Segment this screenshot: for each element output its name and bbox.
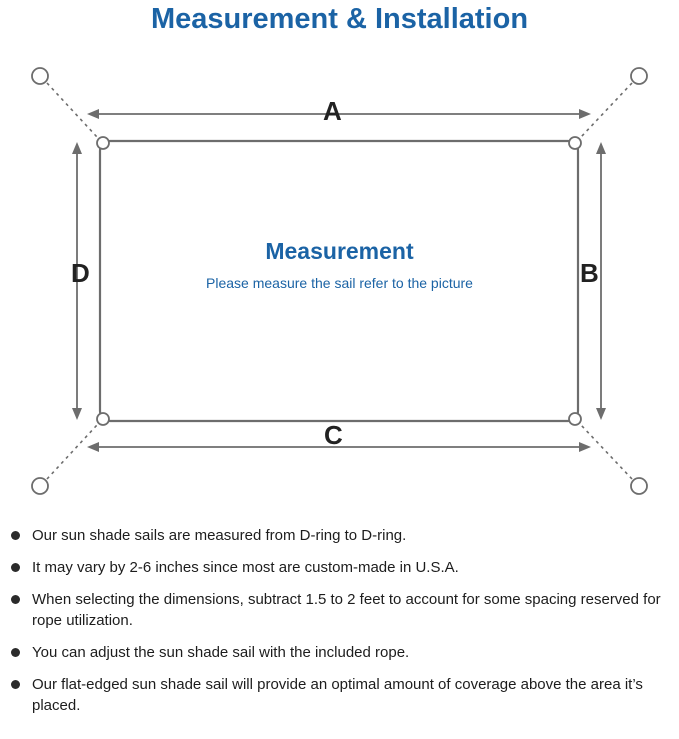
list-item <box>0 589 679 631</box>
note-text: Our flat-edged sun shade sail will provide an optimal amount of coverage above the area it’s placed. <box>32 676 643 714</box>
rope-top-left <box>47 83 97 137</box>
bullet-icon <box>11 648 20 657</box>
arrowhead-c-left <box>87 442 99 452</box>
list-item <box>0 642 679 663</box>
arrowhead-a-right <box>579 109 591 119</box>
bullet-icon <box>11 531 20 540</box>
rope-top-right <box>581 83 632 137</box>
d-ring-bottom-right <box>569 413 581 425</box>
arrowhead-b-bottom <box>596 408 606 420</box>
anchor-point-top-left <box>32 68 48 84</box>
bullet-icon <box>11 595 20 604</box>
list-item <box>0 557 679 578</box>
measurement-subtext: Please measure the sail refer to the picture <box>206 275 473 291</box>
anchor-point-top-right <box>631 68 647 84</box>
note-text: When selecting the dimensions, subtract 1.5 to 2 feet to account for some spacing reserved for rope utilization. <box>32 591 661 629</box>
dimension-label-a: A <box>323 96 342 126</box>
arrowhead-c-right <box>579 442 591 452</box>
bullet-icon <box>11 680 20 689</box>
arrowhead-a-left <box>87 109 99 119</box>
measurement-heading: Measurement <box>265 238 414 264</box>
list-item <box>0 525 679 546</box>
arrowhead-b-top <box>596 142 606 154</box>
bullet-icon <box>11 563 20 572</box>
arrowhead-d-top <box>72 142 82 154</box>
dimension-label-d: D <box>71 258 90 288</box>
d-ring-top-left <box>97 137 109 149</box>
page-title: Measurement & Installation <box>150 3 529 35</box>
note-text: You can adjust the sun shade sail with the included rope. <box>32 644 410 661</box>
list-item <box>0 674 679 716</box>
d-ring-bottom-left <box>97 413 109 425</box>
rope-bottom-left <box>47 425 97 479</box>
dimension-label-b: B <box>580 258 599 288</box>
note-text: Our sun shade sails are measured from D-ring to D-ring. <box>32 527 407 544</box>
d-ring-top-right <box>569 137 581 149</box>
measurement-diagram <box>0 48 679 518</box>
rope-bottom-right <box>581 425 632 479</box>
notes-list <box>0 525 679 727</box>
dimension-label-c: C <box>324 420 343 450</box>
anchor-point-bottom-right <box>631 478 647 494</box>
anchor-point-bottom-left <box>32 478 48 494</box>
note-text: It may vary by 2-6 inches since most are custom-made in U.S.A. <box>32 559 459 576</box>
arrowhead-d-bottom <box>72 408 82 420</box>
